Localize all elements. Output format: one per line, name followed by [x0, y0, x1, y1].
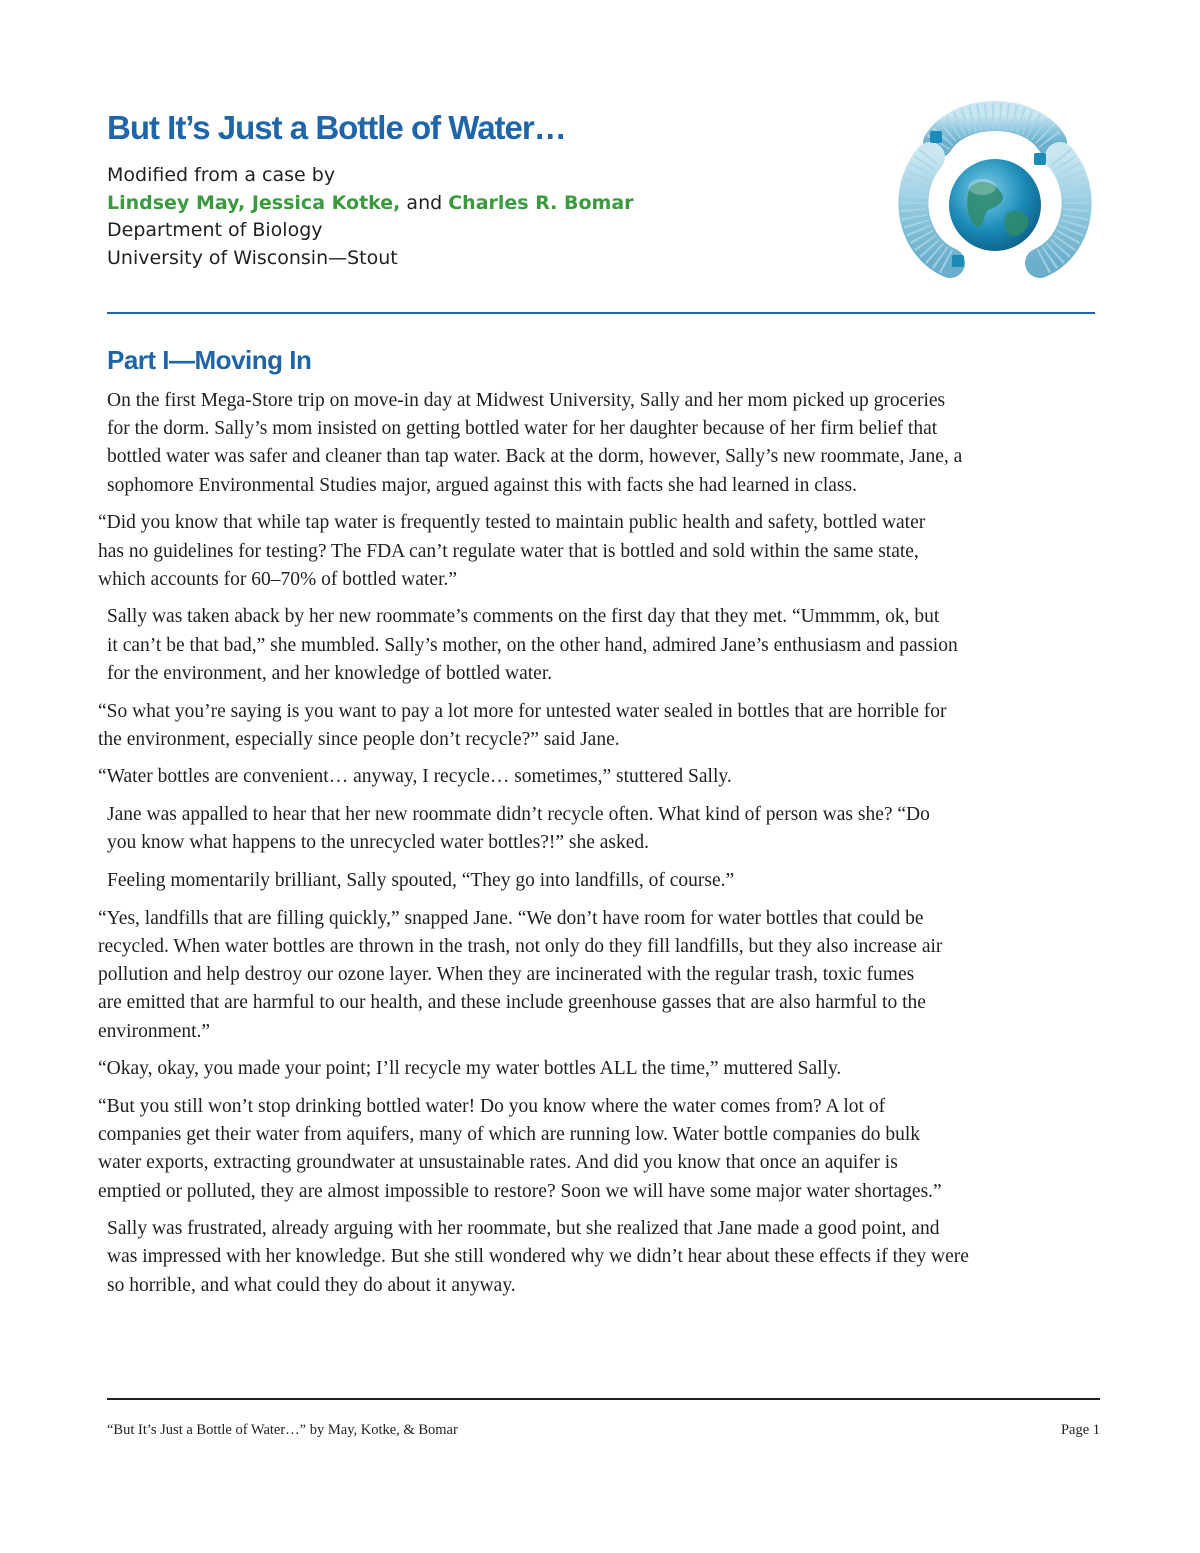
paragraph-line: bottled water was safer and cleaner than tap water. Back at the dorm, however, Sally’s new roommate, Jane, a: [107, 446, 963, 468]
section-heading: Part I—Moving In: [107, 345, 312, 375]
paragraph-line: it can’t be that bad,” she mumbled. Sally’s mother, on the other hand, admired Jane’s enthusiasm and passion: [107, 634, 958, 656]
case-body-text: [98, 387, 1107, 1309]
paragraph-line: which accounts for 60–70% of bottled water.”: [98, 568, 458, 590]
paragraph-line: “Okay, okay, you made your point; I’ll recycle my water bottles ALL the time,” muttered Sally.: [98, 1058, 842, 1080]
paragraph-line: Sally was frustrated, already arguing with her roommate, but she realized that Jane made a good point, and: [107, 1218, 940, 1240]
page-number: Page 1: [1060, 1422, 1100, 1438]
paragraph-line: sophomore Environmental Studies major, argued against this with facts she had learned in class.: [107, 474, 857, 496]
paragraph-line: “Yes, landfills that are filling quickly,” snapped Jane. “We don’t have room for water bottles that could be: [98, 907, 924, 929]
paragraph-line: you know what happens to the unrecycled water bottles?!” she asked.: [107, 832, 650, 854]
paragraph-line: recycled. When water bottles are thrown in the trash, not only do they fill landfills, but they also increase air: [98, 935, 943, 957]
body-paragraph: [98, 763, 1107, 791]
case-credits: [107, 162, 634, 272]
body-paragraph: [98, 1093, 1107, 1206]
recycle-bottles-globe-icon: [890, 95, 1100, 285]
paragraph-line: are emitted that are harmful to our health, and these include greenhouse gasses that are also harmful to the: [98, 992, 926, 1014]
footer-divider: [107, 1398, 1100, 1400]
body-paragraph: [107, 801, 1107, 857]
department-line: Department of Biology: [107, 219, 323, 241]
paragraph-line: for the environment, and her knowledge of bottled water.: [107, 662, 553, 684]
paragraph-line: “Did you know that while tap water is frequently tested to maintain public health and safety, bottled water: [98, 512, 926, 534]
case-title: But It’s Just a Bottle of Water…: [107, 109, 566, 146]
university-line: University of Wisconsin—Stout: [107, 246, 398, 269]
paragraph-line: was impressed with her knowledge. But she still wondered why we didn’t hear about these effects if they were: [107, 1246, 969, 1268]
body-paragraph: [98, 509, 1107, 594]
paragraph-line: Jane was appalled to hear that her new roommate didn’t recycle often. What kind of person was she? “Do: [107, 804, 930, 826]
author-name: Charles R. Bomar: [448, 191, 634, 214]
paragraph-line: companies get their water from aquifers, many of which are running low. Water bottle companies do bulk: [98, 1124, 921, 1146]
body-paragraph: [107, 387, 1107, 500]
paragraph-line: On the first Mega-Store trip on move-in day at Midwest University, Sally and her mom picked up groceries: [107, 390, 946, 411]
paragraph-line: “So what you’re saying is you want to pay a lot more for untested water sealed in bottles that are horrible for: [98, 700, 947, 722]
body-paragraph: [98, 698, 1107, 754]
and-text: and: [400, 191, 449, 214]
paragraph-line: pollution and help destroy our ozone layer. When they are incinerated with the regular trash, toxic fumes: [98, 964, 915, 986]
paragraph-line: “But you still won’t stop drinking bottled water! Do you know where the water comes from? A lot of: [98, 1095, 886, 1117]
body-paragraph: [107, 603, 1107, 688]
modified-from-line: Modified from a case by: [107, 164, 336, 186]
paragraph-line: “Water bottles are convenient… anyway, I recycle… sometimes,” stuttered Sally.: [98, 766, 732, 788]
paragraph-line: so horrible, and what could they do about it anyway.: [107, 1274, 516, 1296]
paragraph-line: Feeling momentarily brilliant, Sally spouted, “They go into landfills, of course.”: [107, 870, 735, 892]
paragraph-line: has no guidelines for testing? The FDA can’t regulate water that is bottled and sold within the same state,: [98, 540, 919, 562]
authors-line: [107, 190, 634, 218]
body-paragraph: [98, 1055, 1107, 1083]
paragraph-line: for the dorm. Sally’s mom insisted on getting bottled water for her daughter because of her firm belief that: [107, 418, 938, 440]
author-name: Lindsey May,: [107, 191, 252, 214]
paragraph-line: Sally was taken aback by her new roommate’s comments on the first day that they met. “Ummmm, ok, but: [107, 606, 940, 628]
body-paragraph: [98, 905, 1107, 1046]
paragraph-line: emptied or polluted, they are almost impossible to restore? Soon we will have some major water shortages.”: [98, 1180, 942, 1202]
footer-citation: “But It’s Just a Bottle of Water…” by May, Kotke, & Bomar: [107, 1422, 458, 1438]
paragraph-line: the environment, especially since people don’t recycle?” said Jane.: [98, 728, 620, 750]
header-divider: [107, 312, 1095, 314]
author-name: Jessica Kotke,: [251, 191, 401, 214]
body-paragraph: [107, 1215, 1107, 1300]
paragraph-line: environment.”: [98, 1020, 211, 1042]
paragraph-line: water exports, extracting groundwater at unsustainable rates. And did you know that once an aquifer is: [98, 1152, 898, 1174]
body-paragraph: [107, 867, 1107, 895]
